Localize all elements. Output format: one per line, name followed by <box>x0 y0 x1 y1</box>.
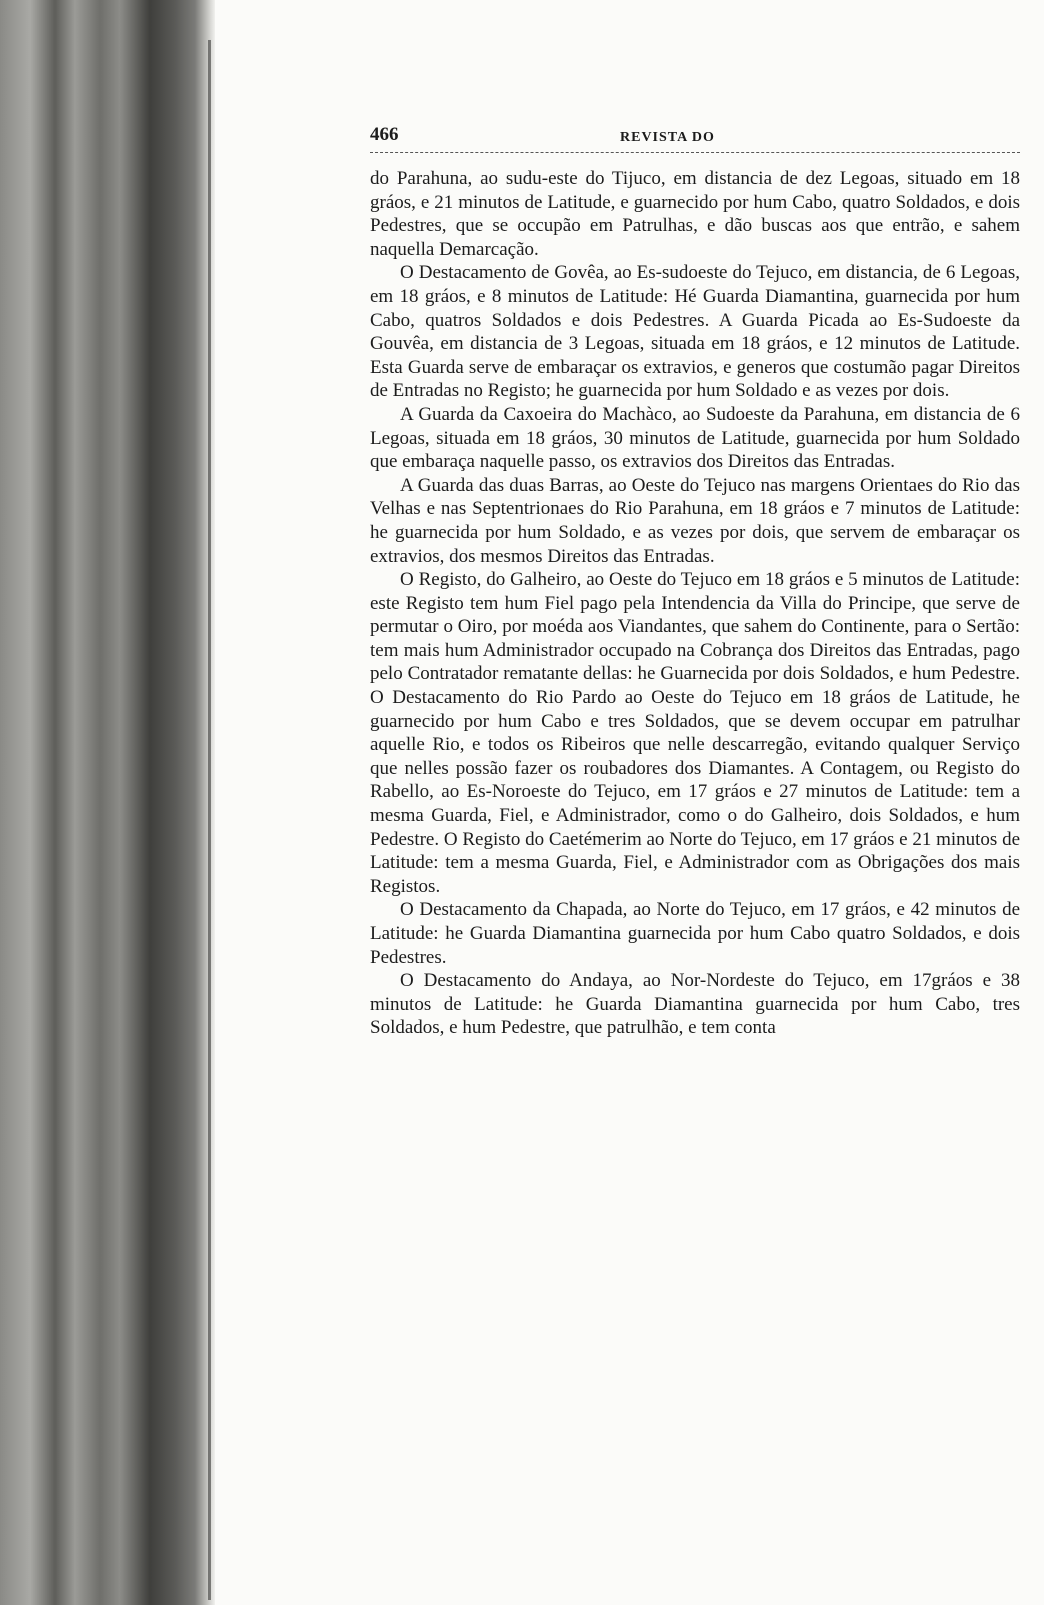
running-head <box>370 120 1020 150</box>
paragraph: O Registo, do Galheiro, ao Oeste do Tejuco em 18 gráos e 5 minutos de Latitude: este Registo tem hum Fiel pago pela Intendencia da Villa do Principe, que serve de permutar o Oiro, por moéda aos Viandantes, que sahem do Continente, para o Sertão: tem mais hum Administrador occupado na Cobrança dos Direitos das Entradas, pago pelo Contratador rematante dellas: he Guarnecida por dois Soldados, e hum Pedestre. O Destacamento do Rio Pardo ao Oeste do Tejuco em 18 gráos de Latitude, he guarnecido por hum Cabo e tres Soldados, que se devem occupar em patrulhar aquelle Rio, e todos os Ribeiros que nelle descarregão, evitando qualquer Serviço que nelles possão fazer os roubadores dos Diamantes. A Contagem, ou Registo do Rabello, ao Es-Noroeste do Tejuco, em 17 gráos e 27 minutos de Latitude: tem a mesma Guarda, Fiel, e Administrador, como o do Galheiro, dois Soldados, e hum Pedestre. O Registo do Caetémerim ao Norte do Tejuco, em 17 gráos e 21 minutos de Latitude: tem a mesma Guarda, Fiel, e Administrador com as Obrigações dos mais Registos. <box>370 569 1020 897</box>
gutter-edge-line <box>208 40 211 1600</box>
paragraph: A Guarda das duas Barras, ao Oeste do Tejuco nas margens Orientaes do Rio das Velhas e nas Septentrionaes do Rio Parahuna, em 18 gráos e 7 minutos de Latitude: he guarnecida por hum Soldado, e as vezes por dois, que servem de embaraçar os extravios, dos mesmos Direitos das Entradas. <box>370 474 1020 567</box>
paragraph: O Destacamento da Chapada, ao Norte do Tejuco, em 17 gráos, e 42 minutos de Latitude: he Guarda Diamantina guarnecida por hum Cabo quatro Soldados, e dois Pedestres. <box>370 899 1020 968</box>
body-text <box>370 167 1020 1040</box>
paragraph: do Parahuna, ao sudu-este do Tijuco, em distancia de dez Legoas, situado em 18 gráos, e 21 minutos de Latitude, e guarnecido por hum Cabo, quatro Soldados, e dois Pedestres, que se occupão em Patrulhas, e dão buscas aos que entrão, e sahem naquella Demarcação. <box>370 168 1020 260</box>
page <box>370 120 1020 1040</box>
paragraph: O Destacamento de Govêa, ao Es-sudoeste do Tejuco, em distancia, de 6 Legoas, em 18 gráos, e 8 minutos de Latitude: Hé Guarda Diamantina, guarnecida por hum Cabo, quatros Soldados e dois Pedestres. A Guarda Picada ao Es-Sudoeste da Gouvêa, em distancia de 3 Legoas, situada em 18 gráos, e 12 minutos de Latitude. Esta Guarda serve de embaraçar os extravios, e generos que costumão pagar Direitos de Entradas no Registo; he guarnecida por hum Soldado e as vezes por dois. <box>370 262 1020 402</box>
page-number: 466 <box>370 124 399 145</box>
header-divider <box>370 152 1020 153</box>
book-gutter-shadow <box>0 0 215 1605</box>
paragraph: A Guarda da Caxoeira do Machàco, ao Sudoeste da Parahuna, em distancia de 6 Legoas, situada em 18 gráos, 30 minutos de Latitude, guarnecida por hum Soldado que embaraça naquelle passo, os extravios dos Direitos das Entradas. <box>370 403 1020 473</box>
paragraph: O Destacamento do Andaya, ao Nor-Nordeste do Tejuco, em 17gráos e 38 minutos de Latitude: he Guarda Diamantina guarnecida por hum Cabo, tres Soldados, e hum Pedestre, que patrulhão, e tem conta <box>370 970 1020 1039</box>
running-title: REVISTA DO <box>620 130 715 145</box>
